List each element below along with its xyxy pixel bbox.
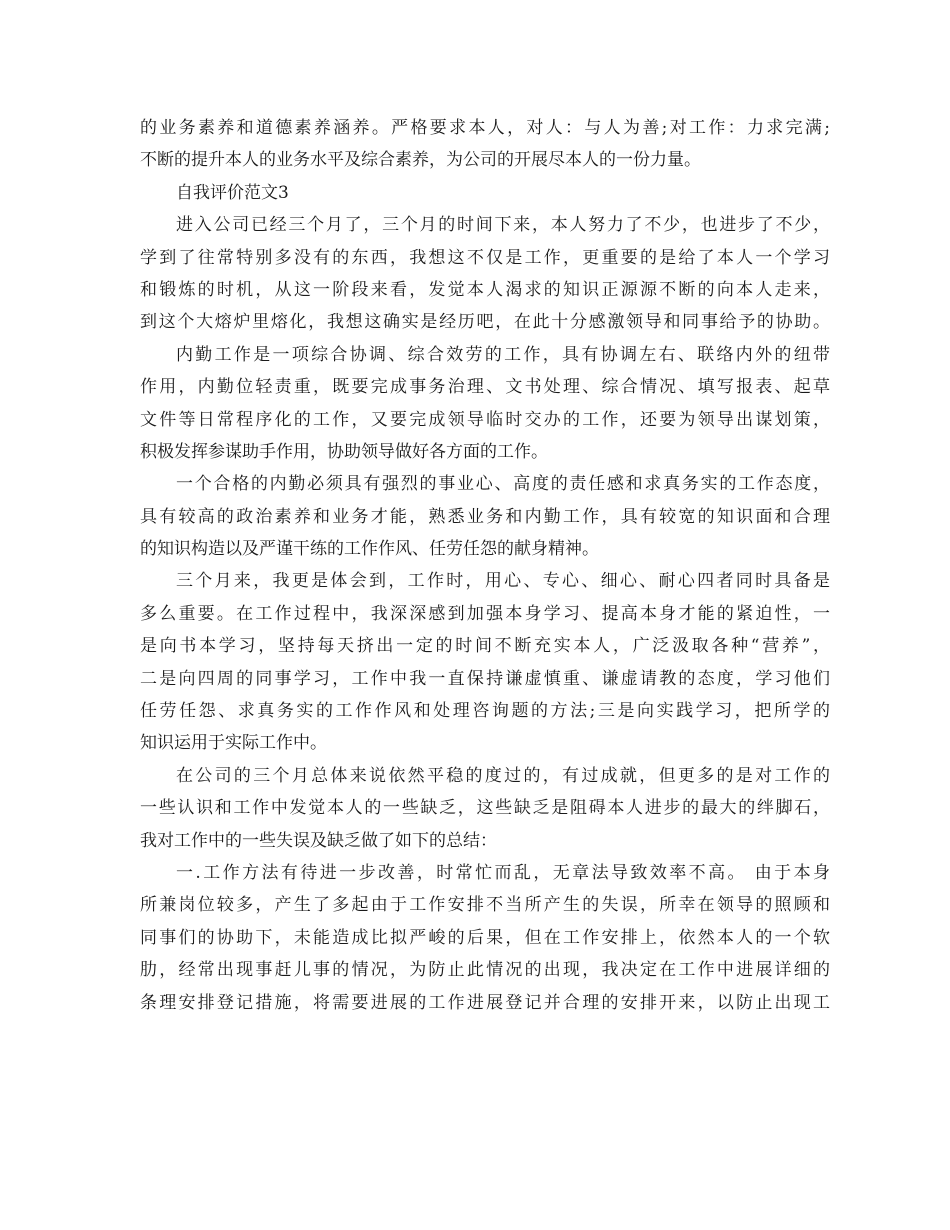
text-line: 知识运用于实际工作中。 [140, 733, 327, 754]
text-line: 肋，经常出现事赶儿事的情况，为防止此情况的出现，我决定在工作中进展详细的 [140, 960, 830, 981]
text-line: 在公司的三个月总体来说依然平稳的度过的，有过成就，但更多的是对工作的 [176, 765, 830, 786]
document-body [140, 112, 830, 1019]
text-line: 内勤工作是一项综合协调、综合效劳的工作，具有协调左右、联络内外的纽带 [176, 344, 830, 365]
text-line: 具有较高的政治素养和业务才能，熟悉业务和内勤工作，具有较宽的知识面和合理 [140, 506, 830, 527]
text-line: 一个合格的内勤必须具有强烈的事业心、高度的责任感和求真务实的工作态度， [176, 474, 830, 495]
text-line: 进入公司已经三个月了，三个月的时间下来，本人努力了不少，也进步了不少， [176, 215, 830, 236]
text-line: 任劳任怨、求真务实的工作作风和处理咨询题的方法;三是向实践学习，把所学的 [140, 701, 830, 722]
text-line: 二是向四周的同事学习，工作中我一直保持谦虚慎重、谦虚请教的态度，学习他们 [140, 668, 830, 689]
text-line: 作用，内勤位轻责重，既要完成事务治理、文书处理、综合情况、填写报表、起草 [140, 377, 830, 398]
text-line: 不断的提升本人的业务水平及综合素养，为公司的开展尽本人的一份力量。 [140, 150, 701, 171]
text-line: 多么重要。在工作过程中，我深深感到加强本身学习、提高本身才能的紧迫性，一 [140, 603, 830, 624]
text-line: 条理安排登记措施，将需要进展的工作进展登记并合理的安排开来，以防止出现工 [140, 992, 830, 1013]
text-line: 自我评价范文3 [176, 182, 289, 203]
text-line: 我对工作中的一些失误及缺乏做了如下的总结： [140, 830, 497, 851]
text-line: 的知识构造以及严谨干练的工作作风、任劳任怨的献身精神。 [140, 539, 599, 560]
text-line: 一.工作方法有待进一步改善，时常忙而乱，无章法导致效率不高。 由于本身 [176, 862, 830, 883]
text-line: 积极发挥参谋助手作用，协助领导做好各方面的工作。 [140, 441, 548, 462]
text-line: 到这个大熔炉里熔化，我想这确实是经历吧，在此十分感激领导和同事给予的协助。 [140, 312, 830, 333]
text-line: 的业务素养和道德素养涵养。严格要求本人，对人：与人为善;对工作：力求完满; [140, 118, 830, 138]
text-line: 同事们的协助下，未能造成比拟严峻的后果，但在工作安排上，依然本人的一个软 [140, 927, 830, 948]
text-line: 所兼岗位较多，产生了多起由于工作安排不当所产生的失误，所幸在领导的照顾和 [140, 895, 830, 916]
text-line: 文件等日常程序化的工作，又要完成领导临时交办的工作，还要为领导出谋划策， [140, 409, 830, 430]
text-line: 是向书本学习，坚持每天挤出一定的时间不断充实本人，广泛汲取各种“营养”， [140, 636, 830, 657]
text-line: 一些认识和工作中发觉本人的一些缺乏，这些缺乏是阻碍本人进步的最大的绊脚石， [140, 798, 830, 819]
text-line: 学到了往常特别多没有的东西，我想这不仅是工作，更重要的是给了本人一个学习 [140, 247, 830, 268]
text-line: 三个月来，我更是体会到，工作时，用心、专心、细心、耐心四者同时具备是 [176, 571, 830, 592]
text-line: 和锻炼的时机，从这一阶段来看，发觉本人渴求的知识正源源不断的向本人走来， [140, 279, 830, 300]
